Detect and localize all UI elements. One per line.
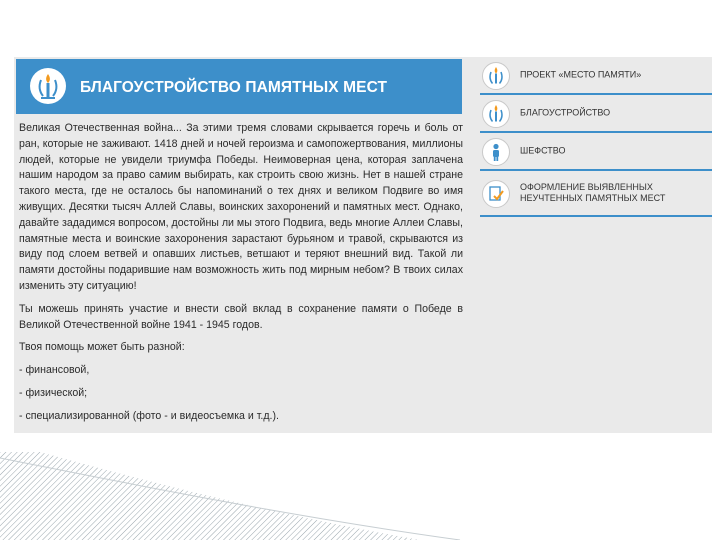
menu-item-registration[interactable] — [480, 171, 712, 217]
menu-item-label: ОФОРМЛЕНИЕ ВЫЯВЛЕННЫХ НЕУЧТЕННЫХ ПАМЯТНЫХ МЕСТ — [520, 182, 666, 203]
menu-item-improvement[interactable] — [480, 95, 712, 133]
slide-decoration-stripe — [0, 452, 720, 540]
page-banner — [16, 59, 462, 114]
article-paragraph: Великая Отечественная война... За этими тремя словами скрывается горечь и боль от ран, которые не заживают. 1418 дней и ночей героизма и самопожертвования, миллионы людей, которые не увидели триумфа Победы. Неимоверная цена, которая заплачена нашим народом за право самим выбирать, как строить свою жизнь. Нет в нашей стране такого места, где не осталось бы напоминаний о тех днях и великом Подвиге во имя живущих. Десятки тысяч Аллей Славы, воинских захоронений и памятных мест. Однако, давайте зададимся вопросом, достойны ли мы этого Подвига, ведь многие Аллеи Славы, памятные места и воинские захоронения зарастают бурьяном и травой, скрываются из виду под слоем ветвей и опавших листьев, ветшают и теряют внешний вид. Такой ли памяти достойны подарившие нам возможность жить под мирным небом? В твоих силах изменить эту ситуацию! — [19, 122, 463, 292]
menu-item-project[interactable] — [480, 57, 712, 95]
list-item: - финансовой, — [19, 364, 90, 377]
list-item: - специализированной (фото - и видеосъемка и т.д.). — [19, 409, 279, 422]
memorial-logo-icon — [482, 100, 510, 128]
page-title: БЛАГОУСТРОЙСТВО ПАМЯТНЫХ МЕСТ — [80, 79, 388, 96]
side-menu — [480, 57, 712, 217]
screenshot-panel — [14, 57, 712, 433]
check-document-icon — [482, 180, 510, 208]
person-icon — [482, 138, 510, 166]
article-paragraph: Твоя помощь может быть разной: — [19, 341, 185, 354]
article-paragraph: Ты можешь принять участие и внести свой вклад в сохранение памяти о Победе в Великой Отечественной войне 1941 - 1945 годов. — [19, 302, 463, 331]
menu-item-patronage[interactable] — [480, 133, 712, 171]
menu-item-label: ШЕФСТВО — [520, 145, 566, 156]
list-item: - физической; — [19, 386, 88, 399]
article-body — [19, 121, 463, 432]
menu-item-label: ПРОЕКТ «МЕСТО ПАМЯТИ» — [520, 69, 642, 80]
menu-item-label: БЛАГОУСТРОЙСТВО — [520, 107, 611, 118]
memorial-logo-icon — [30, 68, 66, 104]
memorial-logo-icon — [482, 62, 510, 90]
